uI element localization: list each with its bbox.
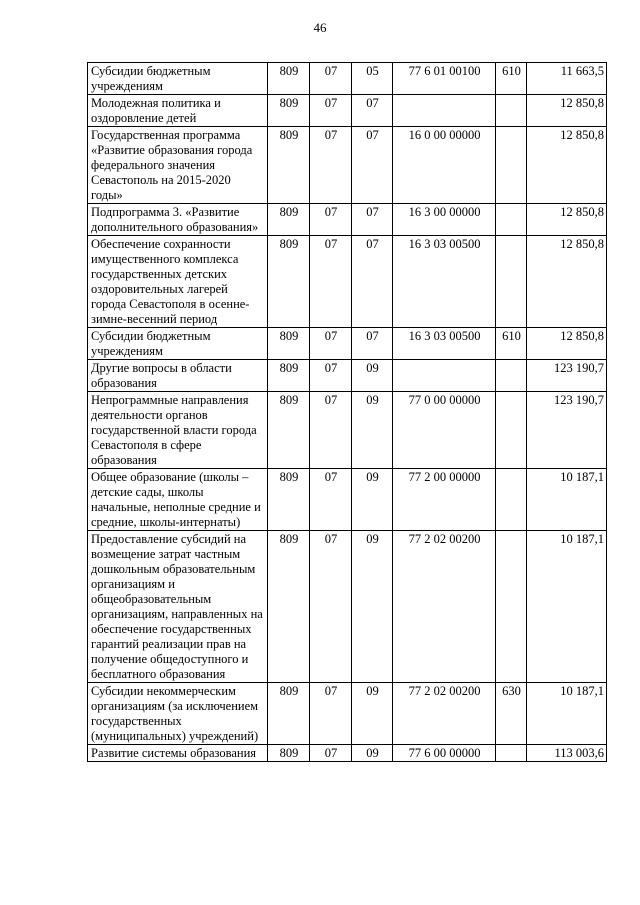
table-row	[88, 236, 607, 328]
cell-amount: 12 850,8	[527, 127, 607, 204]
cell-amount: 12 850,8	[527, 236, 607, 328]
cell-amount: 113 003,6	[527, 745, 607, 762]
cell-expense-type	[496, 745, 527, 762]
cell-expense-type: 610	[496, 328, 527, 360]
cell-program: 77 2 00 00000	[393, 469, 496, 531]
cell-code: 809	[268, 95, 310, 127]
cell-name: Субсидии бюджетным учреждениям	[88, 328, 268, 360]
cell-expense-type	[496, 236, 527, 328]
table-row	[88, 392, 607, 469]
cell-section: 07	[310, 360, 352, 392]
table-row	[88, 469, 607, 531]
cell-name: Субсидии бюджетным учреждениям	[88, 63, 268, 95]
cell-name: Государственная программа «Развитие образования города федерального значения Севастополь на 2015-2020 годы»	[88, 127, 268, 204]
cell-program: 77 0 00 00000	[393, 392, 496, 469]
cell-subsection: 09	[352, 360, 393, 392]
cell-code: 809	[268, 360, 310, 392]
cell-name: Субсидии некоммерческим организациям (за исключением государственных (муниципальных) учреждений)	[88, 683, 268, 745]
cell-amount: 12 850,8	[527, 328, 607, 360]
cell-expense-type: 630	[496, 683, 527, 745]
cell-code: 809	[268, 683, 310, 745]
cell-expense-type	[496, 469, 527, 531]
cell-name: Молодежная политика и оздоровление детей	[88, 95, 268, 127]
cell-expense-type: 610	[496, 63, 527, 95]
cell-section: 07	[310, 745, 352, 762]
cell-subsection: 07	[352, 236, 393, 328]
cell-program: 77 6 01 00100	[393, 63, 496, 95]
budget-table	[87, 62, 607, 762]
cell-subsection: 09	[352, 531, 393, 683]
cell-code: 809	[268, 204, 310, 236]
cell-program: 77 2 02 00200	[393, 683, 496, 745]
table-row	[88, 127, 607, 204]
table-row	[88, 683, 607, 745]
cell-code: 809	[268, 392, 310, 469]
cell-code: 809	[268, 531, 310, 683]
cell-section: 07	[310, 469, 352, 531]
cell-program: 77 6 00 00000	[393, 745, 496, 762]
cell-amount: 10 187,1	[527, 683, 607, 745]
table-row	[88, 95, 607, 127]
cell-subsection: 07	[352, 204, 393, 236]
cell-section: 07	[310, 204, 352, 236]
cell-code: 809	[268, 236, 310, 328]
cell-section: 07	[310, 95, 352, 127]
cell-amount: 10 187,1	[527, 469, 607, 531]
cell-name: Непрограммные направления деятельности органов государственной власти города Севастополя в сфере образования	[88, 392, 268, 469]
cell-code: 809	[268, 328, 310, 360]
cell-section: 07	[310, 392, 352, 469]
cell-name: Подпрограмма 3. «Развитие дополнительного образования»	[88, 204, 268, 236]
cell-amount: 11 663,5	[527, 63, 607, 95]
table-row	[88, 360, 607, 392]
cell-name: Обеспечение сохранности имущественного комплекса государственных детских оздоровительных лагерей города Севастополя в осенне-зимне-весенний период	[88, 236, 268, 328]
table-row	[88, 328, 607, 360]
cell-amount: 123 190,7	[527, 360, 607, 392]
cell-subsection: 07	[352, 328, 393, 360]
cell-subsection: 09	[352, 469, 393, 531]
cell-subsection: 09	[352, 392, 393, 469]
cell-expense-type	[496, 360, 527, 392]
table-row	[88, 745, 607, 762]
cell-section: 07	[310, 328, 352, 360]
cell-section: 07	[310, 531, 352, 683]
cell-subsection: 07	[352, 127, 393, 204]
cell-code: 809	[268, 745, 310, 762]
cell-amount: 12 850,8	[527, 95, 607, 127]
cell-subsection: 05	[352, 63, 393, 95]
cell-program: 16 0 00 00000	[393, 127, 496, 204]
cell-expense-type	[496, 127, 527, 204]
cell-subsection: 09	[352, 683, 393, 745]
cell-amount: 123 190,7	[527, 392, 607, 469]
cell-program	[393, 360, 496, 392]
cell-section: 07	[310, 63, 352, 95]
cell-expense-type	[496, 531, 527, 683]
cell-amount: 12 850,8	[527, 204, 607, 236]
cell-program: 16 3 03 00500	[393, 328, 496, 360]
cell-amount: 10 187,1	[527, 531, 607, 683]
table-row	[88, 204, 607, 236]
cell-subsection: 07	[352, 95, 393, 127]
cell-section: 07	[310, 236, 352, 328]
table-row	[88, 63, 607, 95]
cell-name: Развитие системы образования	[88, 745, 268, 762]
cell-code: 809	[268, 469, 310, 531]
cell-expense-type	[496, 204, 527, 236]
table-row	[88, 531, 607, 683]
cell-name: Общее образование (школы – детские сады, школы начальные, неполные средние и средние, школы-интернаты)	[88, 469, 268, 531]
cell-program: 16 3 00 00000	[393, 204, 496, 236]
cell-section: 07	[310, 683, 352, 745]
page-number: 46	[313, 20, 327, 35]
cell-name: Другие вопросы в области образования	[88, 360, 268, 392]
cell-expense-type	[496, 392, 527, 469]
cell-program	[393, 95, 496, 127]
cell-expense-type	[496, 95, 527, 127]
cell-name: Предоставление субсидий на возмещение затрат частным дошкольным образовательным организациям и общеобразовательным организациям, направленных на обеспечение государственных гарантий реализации прав на получение общедоступного и бесплатного образования	[88, 531, 268, 683]
cell-subsection: 09	[352, 745, 393, 762]
cell-program: 77 2 02 00200	[393, 531, 496, 683]
cell-program: 16 3 03 00500	[393, 236, 496, 328]
cell-code: 809	[268, 63, 310, 95]
cell-code: 809	[268, 127, 310, 204]
cell-section: 07	[310, 127, 352, 204]
